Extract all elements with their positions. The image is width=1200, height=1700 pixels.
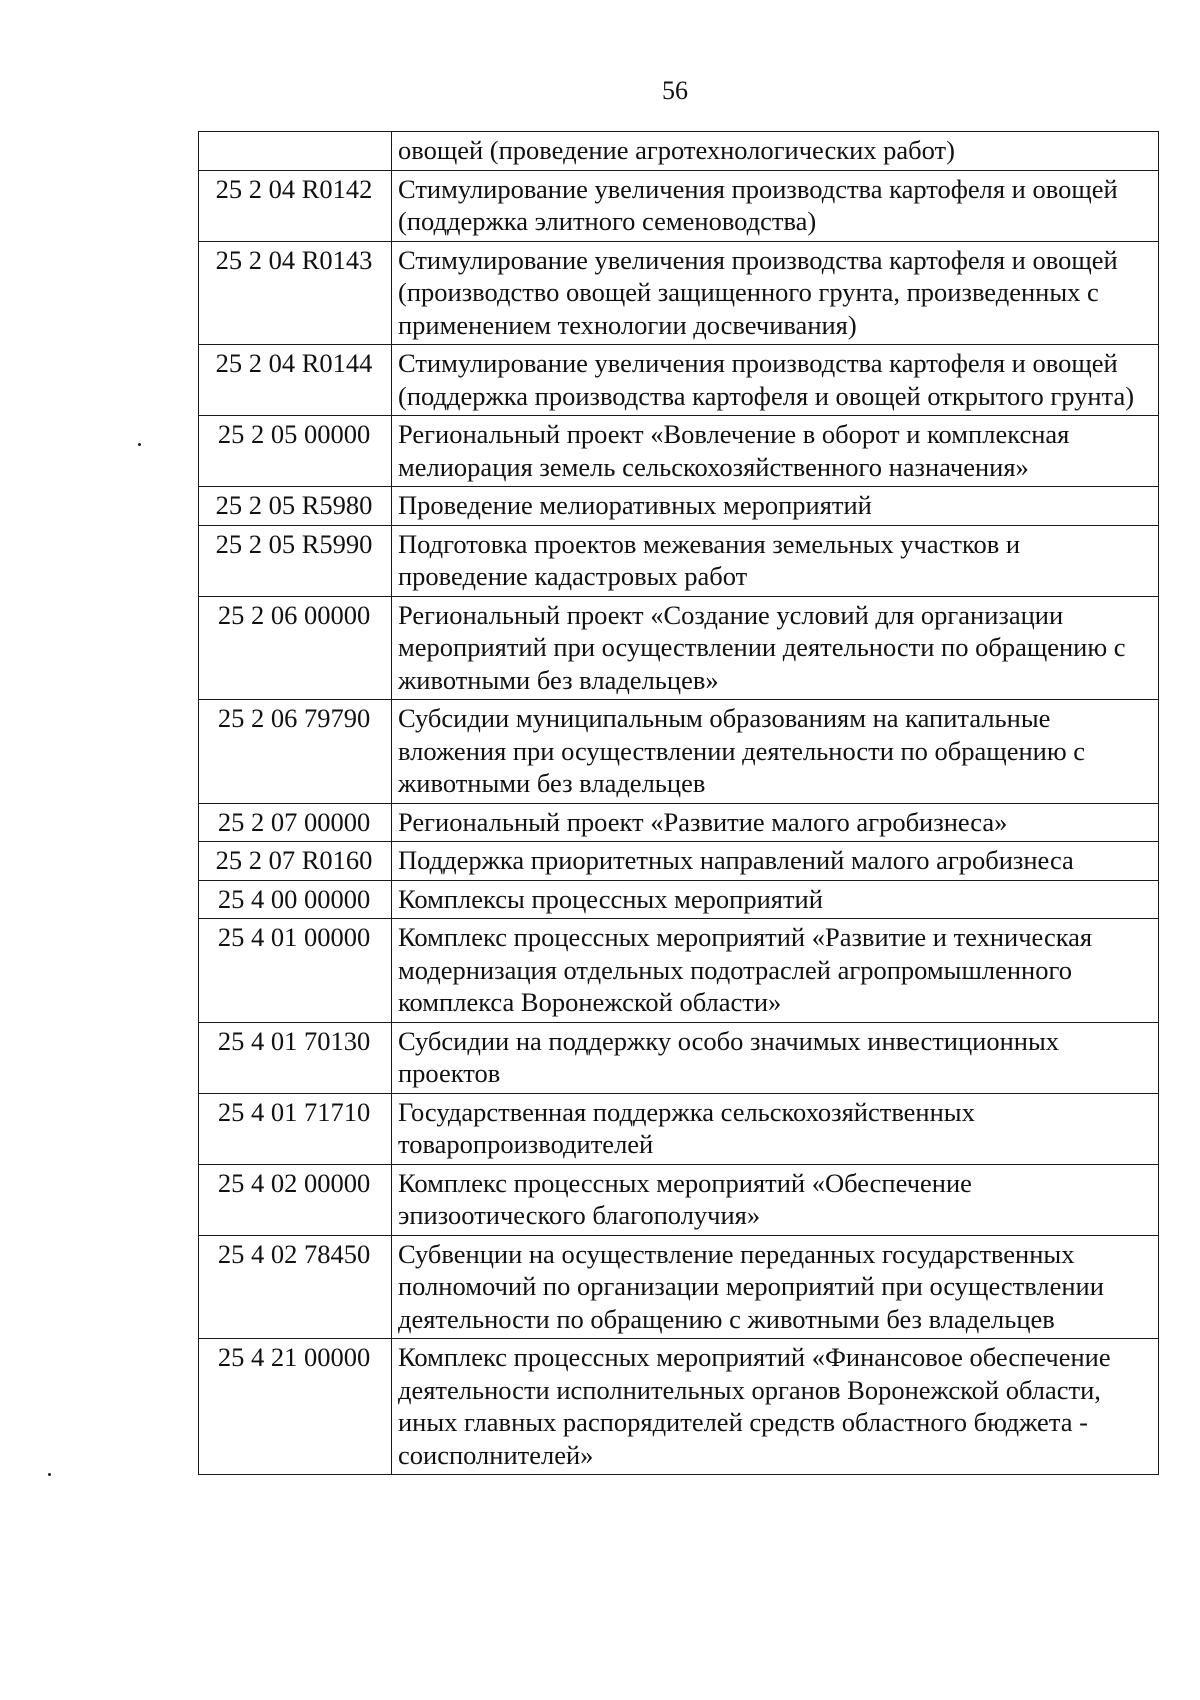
- table-row: [199, 416, 1159, 487]
- row-code-cell: 25 2 05 R5990: [199, 525, 392, 596]
- row-code-cell: 25 2 06 79790: [199, 700, 392, 804]
- table-row: [199, 1339, 1159, 1475]
- table-row: [199, 700, 1159, 804]
- row-description-cell: Комплексы процессных мероприятий: [392, 880, 1159, 919]
- table-row: [199, 803, 1159, 842]
- table-row: [199, 170, 1159, 241]
- table-row: [199, 596, 1159, 700]
- row-description-cell: Региональный проект «Развитие малого агробизнеса»: [392, 803, 1159, 842]
- table-row: [199, 345, 1159, 416]
- row-code-cell: 25 4 02 00000: [199, 1164, 392, 1235]
- row-description-cell: Проведение мелиоративных мероприятий: [392, 487, 1159, 526]
- row-description-cell: Подготовка проектов межевания земельных участков и проведение кадастровых работ: [392, 525, 1159, 596]
- table-row: [199, 487, 1159, 526]
- row-code-cell: 25 2 07 00000: [199, 803, 392, 842]
- row-description-cell: Поддержка приоритетных направлений малого агробизнеса: [392, 842, 1159, 881]
- row-description-cell: Государственная поддержка сельскохозяйственных товаропроизводителей: [392, 1093, 1159, 1164]
- row-code-cell: 25 4 01 70130: [199, 1022, 392, 1093]
- table-row: [199, 132, 1159, 171]
- row-code-cell: [199, 132, 392, 171]
- row-description-cell: Стимулирование увеличения производства картофеля и овощей (поддержка элитного семеноводства): [392, 170, 1159, 241]
- row-code-cell: 25 4 00 00000: [199, 880, 392, 919]
- table-row: [199, 1235, 1159, 1339]
- table-row: [199, 842, 1159, 881]
- row-code-cell: 25 2 04 R0144: [199, 345, 392, 416]
- row-code-cell: 25 2 04 R0142: [199, 170, 392, 241]
- row-description-cell: Комплекс процессных мероприятий «Финансовое обеспечение деятельности исполнительных органов Воронежской области, иных главных распорядителей средств областного бюджета - соисполнителей»: [392, 1339, 1159, 1475]
- row-description-cell: Региональный проект «Вовлечение в оборот и комплексная мелиорация земель сельскохозяйственного назначения»: [392, 416, 1159, 487]
- row-description-cell: Стимулирование увеличения производства картофеля и овощей (производство овощей защищенного грунта, произведенных с применением технологии досвечивания): [392, 241, 1159, 345]
- page-number: 56: [662, 76, 688, 105]
- row-code-cell: 25 2 05 R5980: [199, 487, 392, 526]
- table-row: [199, 919, 1159, 1023]
- row-description-cell: овощей (проведение агротехнологических работ): [392, 132, 1159, 171]
- row-description-cell: Субсидии муниципальным образованиям на капитальные вложения при осуществлении деятельности по обращению с животными без владельцев: [392, 700, 1159, 804]
- row-description-cell: Субвенции на осуществление переданных государственных полномочий по организации мероприятий при осуществлении деятельности по обращению с животными без владельцев: [392, 1235, 1159, 1339]
- table-row: [199, 1164, 1159, 1235]
- row-description-cell: Стимулирование увеличения производства картофеля и овощей (поддержка производства картофеля и овощей открытого грунта): [392, 345, 1159, 416]
- row-code-cell: 25 2 06 00000: [199, 596, 392, 700]
- row-code-cell: 25 4 01 00000: [199, 919, 392, 1023]
- table-row: [199, 525, 1159, 596]
- row-code-cell: 25 2 04 R0143: [199, 241, 392, 345]
- scan-speck: [138, 443, 141, 446]
- row-code-cell: 25 2 07 R0160: [199, 842, 392, 881]
- row-description-cell: Региональный проект «Создание условий для организации мероприятий при осуществлении деятельности по обращению с животными без владельцев»: [392, 596, 1159, 700]
- scan-speck: [48, 1473, 51, 1476]
- row-code-cell: 25 4 02 78450: [199, 1235, 392, 1339]
- row-code-cell: 25 4 01 71710: [199, 1093, 392, 1164]
- table-row: [199, 1022, 1159, 1093]
- table-row: [199, 1093, 1159, 1164]
- row-description-cell: Комплекс процессных мероприятий «Развитие и техническая модернизация отдельных подотраслей агропромышленного комплекса Воронежской области»: [392, 919, 1159, 1023]
- row-code-cell: 25 4 21 00000: [199, 1339, 392, 1475]
- table-body: [199, 132, 1159, 1475]
- row-description-cell: Субсидии на поддержку особо значимых инвестиционных проектов: [392, 1022, 1159, 1093]
- row-code-cell: 25 2 05 00000: [199, 416, 392, 487]
- table-row: [199, 880, 1159, 919]
- row-description-cell: Комплекс процессных мероприятий «Обеспечение эпизоотического благополучия»: [392, 1164, 1159, 1235]
- table-row: [199, 241, 1159, 345]
- budget-classification-table: [198, 131, 1159, 1475]
